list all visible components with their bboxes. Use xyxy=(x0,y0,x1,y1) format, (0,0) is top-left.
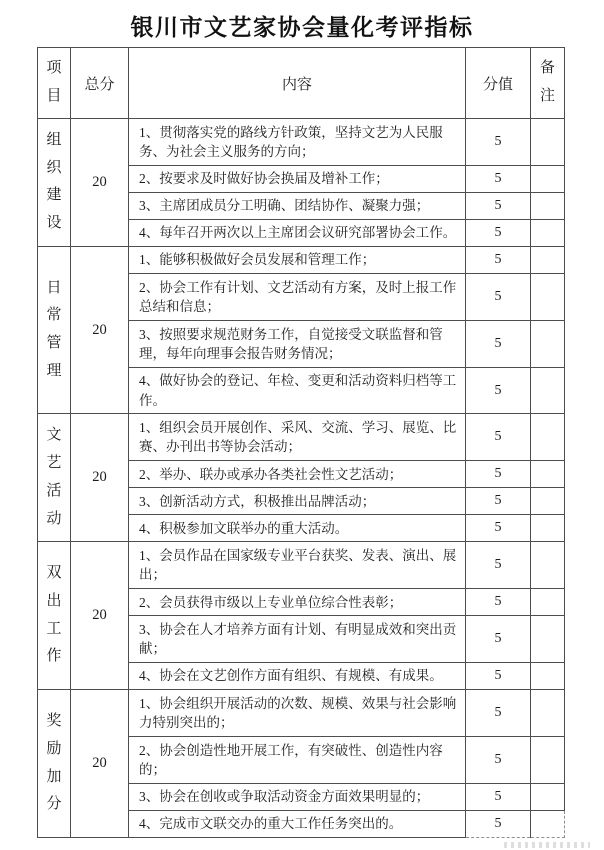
content-cell: 1、能够积极做好会员发展和管理工作； xyxy=(129,246,466,273)
content-cell: 1、会员作品在国家级专业平台获奖、发表、演出、展出； xyxy=(129,542,466,589)
content-cell: 3、协会在人才培养方面有计划、有明显成效和突出贡献； xyxy=(129,616,466,663)
score-cell: 5 xyxy=(466,783,531,810)
note-cell xyxy=(531,663,565,690)
section-label: 日常管理 xyxy=(46,279,62,379)
note-cell xyxy=(531,367,565,414)
section-total-cell: 20 xyxy=(71,119,129,247)
assessment-table xyxy=(37,47,565,838)
score-cell: 5 xyxy=(466,736,531,783)
table-row xyxy=(38,414,565,461)
note-cell xyxy=(531,165,565,192)
col-header-item xyxy=(38,48,71,119)
note-cell xyxy=(531,690,565,737)
section-total-cell: 20 xyxy=(71,690,129,838)
score-cell: 5 xyxy=(466,488,531,515)
note-cell xyxy=(531,616,565,663)
section-total-cell: 20 xyxy=(71,246,129,414)
note-cell xyxy=(531,414,565,461)
col-header-total: 总分 xyxy=(71,48,129,119)
page-title: 银川市文艺家协会量化考评指标 xyxy=(130,14,474,40)
score-cell: 5 xyxy=(466,320,531,367)
section-label: 文艺活动 xyxy=(46,427,62,527)
score-cell: 5 xyxy=(466,690,531,737)
score-cell: 5 xyxy=(466,246,531,273)
note-cell xyxy=(531,542,565,589)
content-cell: 3、创新活动方式，积极推出品牌活动； xyxy=(129,488,466,515)
content-cell: 2、举办、联办或承办各类社会性文艺活动； xyxy=(129,461,466,488)
note-cell xyxy=(531,461,565,488)
content-cell: 2、协会创造性地开展工作，有突破性、创造性内容的； xyxy=(129,736,466,783)
score-cell: 5 xyxy=(466,273,531,320)
section-label: 奖励加分 xyxy=(46,713,62,813)
content-cell: 2、会员获得市级以上专业单位综合性表彰； xyxy=(129,589,466,616)
note-cell xyxy=(531,246,565,273)
section-label-cell xyxy=(38,690,71,838)
col-header-score: 分值 xyxy=(466,48,531,119)
note-cell xyxy=(531,273,565,320)
note-cell xyxy=(531,783,565,810)
table-header-row xyxy=(38,48,565,119)
score-cell: 5 xyxy=(466,367,531,414)
section-label: 组织建设 xyxy=(46,131,62,232)
score-cell: 5 xyxy=(466,663,531,690)
section-label: 双出工作 xyxy=(46,565,62,665)
content-cell: 2、按要求及时做好协会换届及增补工作； xyxy=(129,165,466,192)
note-cell xyxy=(531,810,565,837)
table-row xyxy=(38,542,565,589)
note-cell xyxy=(531,192,565,219)
section-label-cell xyxy=(38,246,71,414)
note-cell xyxy=(531,219,565,246)
score-cell: 5 xyxy=(466,461,531,488)
score-cell: 5 xyxy=(466,165,531,192)
content-cell: 4、做好协会的登记、年检、变更和活动资料归档等工作。 xyxy=(129,367,466,414)
content-cell: 4、每年召开两次以上主席团会议研究部署协会工作。 xyxy=(129,219,466,246)
content-cell: 3、主席团成员分工明确、团结协作、凝聚力强； xyxy=(129,192,466,219)
content-cell: 4、积极参加文联举办的重大活动。 xyxy=(129,515,466,542)
score-cell: 5 xyxy=(466,616,531,663)
section-label-cell xyxy=(38,542,71,690)
content-cell: 3、协会在创收或争取活动资金方面效果明显的； xyxy=(129,783,466,810)
table-row xyxy=(38,690,565,737)
col-header-item-label: 项目 xyxy=(46,60,62,104)
section-total-cell: 20 xyxy=(71,542,129,690)
score-cell: 5 xyxy=(466,810,531,837)
content-cell: 1、贯彻落实党的路线方针政策，坚持文艺为人民服务、为社会主义服务的方向； xyxy=(129,119,466,166)
section-label-cell xyxy=(38,119,71,247)
score-cell: 5 xyxy=(466,219,531,246)
content-cell: 4、协会在文艺创作方面有组织、有规模、有成果。 xyxy=(129,663,466,690)
col-header-note-label: 备注 xyxy=(539,60,555,104)
section-total-cell: 20 xyxy=(71,414,129,542)
content-cell: 4、完成市文联交办的重大工作任务突出的。 xyxy=(129,810,466,837)
score-cell: 5 xyxy=(466,414,531,461)
watermark-artifact xyxy=(504,842,590,848)
content-cell: 1、协会组织开展活动的次数、规模、效果与社会影响力特别突出的； xyxy=(129,690,466,737)
note-cell xyxy=(531,589,565,616)
content-cell: 2、协会工作有计划、文艺活动有方案，及时上报工作总结和信息； xyxy=(129,273,466,320)
note-cell xyxy=(531,320,565,367)
score-cell: 5 xyxy=(466,119,531,166)
score-cell: 5 xyxy=(466,542,531,589)
content-cell: 3、按照要求规范财务工作，自觉接受文联监督和管理，每年向理事会报告财务情况； xyxy=(129,320,466,367)
score-cell: 5 xyxy=(466,515,531,542)
content-cell: 1、组织会员开展创作、采风、交流、学习、展览、比赛、办刊出书等协会活动； xyxy=(129,414,466,461)
score-cell: 5 xyxy=(466,192,531,219)
section-label-cell xyxy=(38,414,71,542)
table-row xyxy=(38,246,565,273)
note-cell xyxy=(531,488,565,515)
note-cell xyxy=(531,736,565,783)
note-cell xyxy=(531,515,565,542)
score-cell: 5 xyxy=(466,589,531,616)
note-cell xyxy=(531,119,565,166)
table-row xyxy=(38,119,565,166)
col-header-content: 内容 xyxy=(129,48,466,119)
col-header-note xyxy=(531,48,565,119)
